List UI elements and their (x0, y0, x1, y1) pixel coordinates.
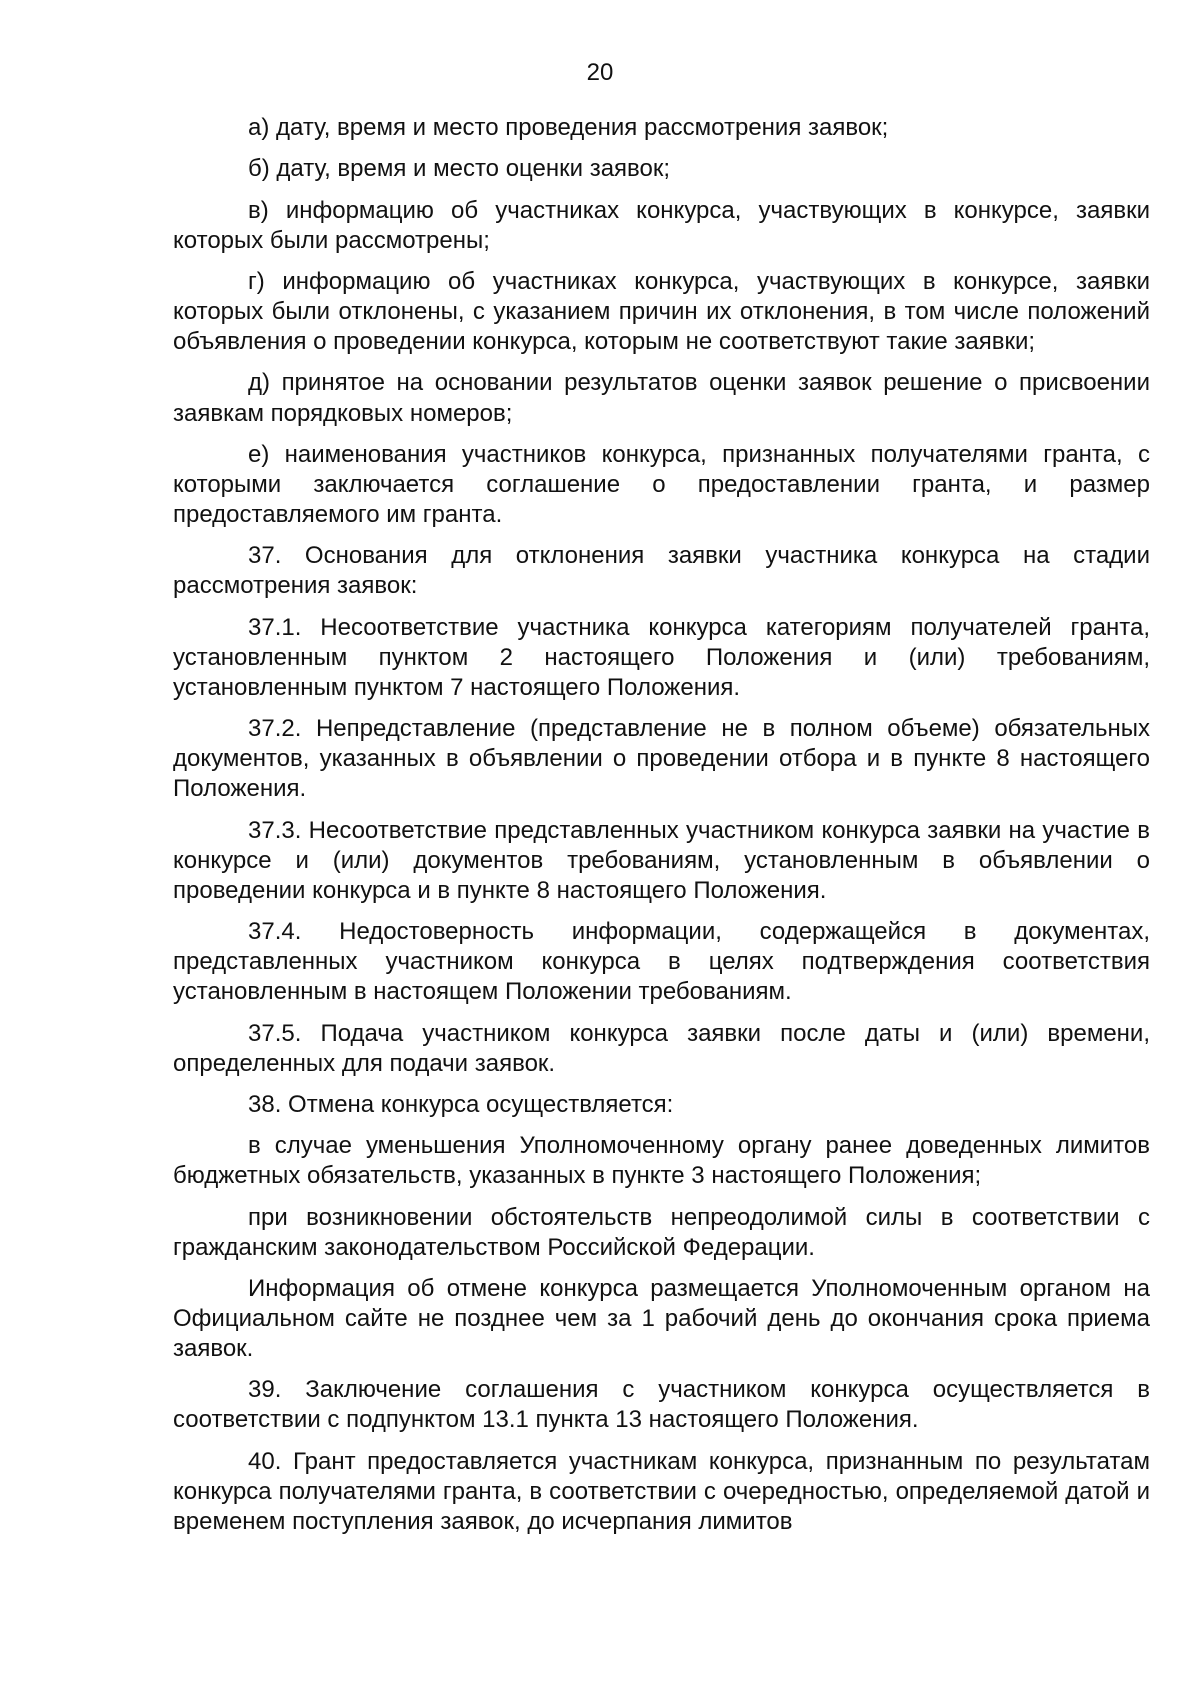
document-body (173, 113, 1150, 1548)
paragraph-item-e: е) наименования участников конкурса, признанных получателями гранта, с которыми заключается соглашение о предоставлении гранта, и размер предоставляемого им гранта. (173, 440, 1150, 528)
paragraph-item-d: д) принятое на основании результатов оценки заявок решение о присвоении заявкам порядковых номеров; (173, 369, 1150, 427)
paragraph-38-cancellation-notice: Информация об отмене конкурса размещается Уполномоченным органом на Официальном сайте не позднее чем за 1 рабочий день до окончания срока приема заявок. (173, 1274, 1150, 1363)
paragraph-item-a: а) дату, время и место проведения рассмотрения заявок; (248, 114, 889, 141)
paragraph-item-b: б) дату, время и место оценки заявок; (248, 155, 671, 183)
paragraph-38: 38. Отмена конкурса осуществляется: (248, 1090, 674, 1118)
paragraph-38-case-limits: в случае уменьшения Уполномоченному органу ранее доведенных лимитов бюджетных обязательств, указанных в пункте 3 настоящего Положения; (173, 1132, 1150, 1190)
paragraph-37-5: 37.5. Подача участником конкурса заявки после даты и (или) времени, определенных для подачи заявок. (173, 1019, 1150, 1077)
page-number: 20 (586, 59, 614, 86)
paragraph-item-v: в) информацию об участниках конкурса, участвующих в конкурсе, заявки которых были рассмотрены; (173, 196, 1150, 254)
paragraph-37-1: 37.1. Несоответствие участника конкурса категориям получателей гранта, установленным пунктом 2 настоящего Положения и (или) требованиям, установленным пунктом 7 настоящего Положения. (173, 613, 1150, 701)
paragraph-37-3: 37.3. Несоответствие представленных участником конкурса заявки на участие в конкурсе и (или) документов требованиям, установленным в объявлении о проведении конкурса и в пункте 8 настоящего Положения. (173, 816, 1150, 904)
paragraph-39: 39. Заключение соглашения с участником конкурса осуществляется в соответствии с подпунктом 13.1 пункта 13 настоящего Положения. (173, 1376, 1150, 1434)
paragraph-37-4: 37.4. Недостоверность информации, содержащейся в документах, представленных участником конкурса в целях подтверждения соответствия установленным в настоящем Положении требованиям. (173, 918, 1150, 1006)
paragraph-37: 37. Основания для отклонения заявки участника конкурса на стадии рассмотрения заявок: (173, 542, 1150, 600)
paragraph-item-g: г) информацию об участниках конкурса, участвующих в конкурсе, заявки которых были отклонены, с указанием причин их отклонения, в том числе положений объявления о проведении конкурса, которым не соответствуют такие заявки; (173, 267, 1150, 356)
paragraph-40: 40. Грант предоставляется участникам конкурса, признанным по результатам конкурса получателями гранта, в соответствии с очередностью, определяемой датой и временем поступления заявок, до исчерпания лимитов (173, 1447, 1150, 1535)
paragraph-38-case-force-majeure: при возникновении обстоятельств непреодолимой силы в соответствии с гражданским законодательством Российской Федерации. (173, 1203, 1150, 1261)
paragraph-37-2: 37.2. Непредставление (представление не в полном объеме) обязательных документов, указанных в объявлении о проведении отбора и в пункте 8 настоящего Положения. (173, 715, 1150, 803)
